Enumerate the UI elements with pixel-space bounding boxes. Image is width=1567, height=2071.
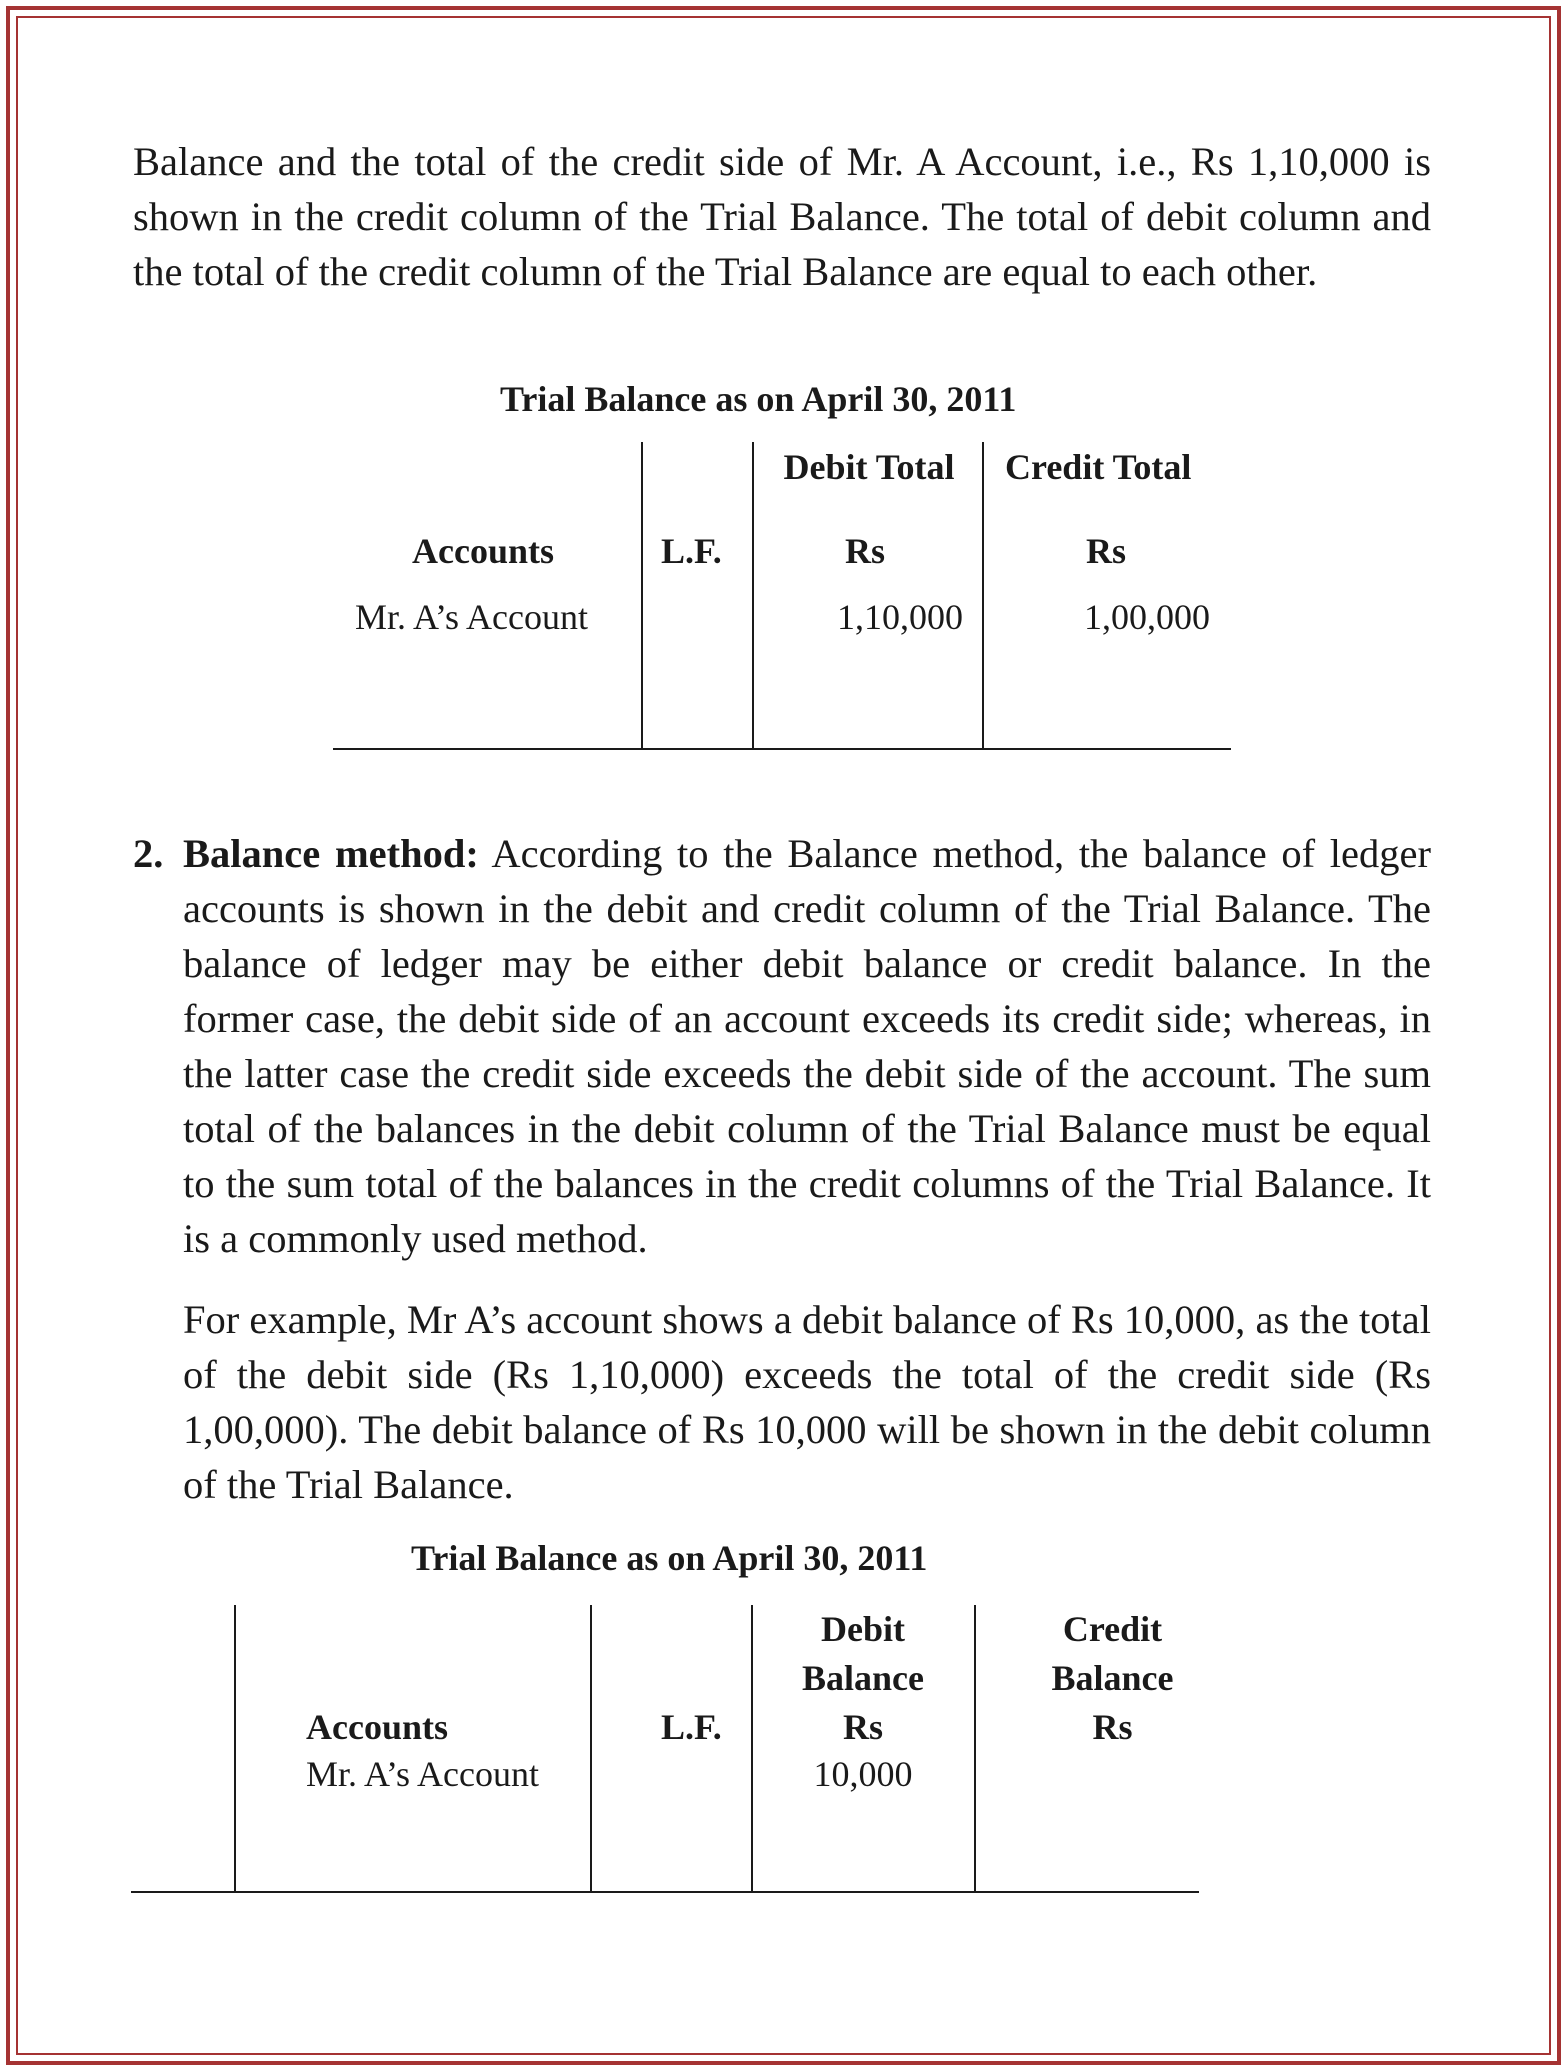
table2-header-debit-line2: Balance bbox=[802, 1658, 924, 1698]
table1-caption: Trial Balance as on April 30, 2011 bbox=[500, 379, 1017, 419]
table2-header-credit-unit: Rs bbox=[1092, 1707, 1133, 1747]
table1-divider-accounts bbox=[641, 442, 643, 748]
table2-divider-debit bbox=[974, 1605, 976, 1891]
table2-bottom-rule bbox=[131, 1891, 1199, 1893]
table1-bottom-rule bbox=[333, 748, 1231, 750]
table2-header-lf: L.F. bbox=[661, 1707, 722, 1747]
table2-divider-accounts bbox=[590, 1605, 592, 1891]
table2-row-debit: 10,000 bbox=[813, 1754, 913, 1794]
section2-balance-method bbox=[133, 826, 1431, 1266]
table2-header-accounts: Accounts bbox=[306, 1707, 448, 1747]
table1-divider-lf bbox=[752, 442, 754, 748]
table2-divider-lf bbox=[751, 1605, 753, 1891]
section2-heading: Balance method: bbox=[183, 831, 479, 876]
table2-header-debit-line1: Debit bbox=[821, 1609, 905, 1649]
table1-header-credit-total: Credit Total bbox=[1005, 447, 1192, 487]
table1-row-account: Mr. A’s Account bbox=[355, 597, 589, 637]
table1-divider-debit bbox=[982, 442, 984, 748]
section2-number: 2. bbox=[133, 831, 164, 876]
table1-header-accounts: Accounts bbox=[412, 531, 554, 571]
table1-header-debit-unit: Rs bbox=[845, 531, 886, 571]
table2-header-credit-line2: Balance bbox=[1051, 1658, 1174, 1698]
paragraph-intro: Balance and the total of the credit side of Mr. A Account, i.e., Rs 1,10,000 is shown in the credit column of the Trial Balance. The total of debit column and the total of the credit column of the Trial Balance are equal to each other. bbox=[133, 139, 1431, 294]
table2-header-credit-line1: Credit bbox=[1062, 1609, 1163, 1649]
table1-header-lf: L.F. bbox=[661, 531, 722, 571]
table2-caption: Trial Balance as on April 30, 2011 bbox=[411, 1538, 928, 1578]
table2-header-debit-unit: Rs bbox=[842, 1707, 883, 1747]
table2-row-account: Mr. A’s Account bbox=[306, 1754, 540, 1794]
table1-row-credit: 1,00,000 bbox=[1084, 597, 1210, 637]
table1-header-debit-total: Debit Total bbox=[783, 447, 955, 487]
table1-row-debit: 1,10,000 bbox=[837, 597, 963, 637]
section2-body bbox=[183, 826, 1431, 1266]
section2-text: According to the Balance method, the balance of ledger accounts is shown in the debit and credit column of the Trial Balance. The balance of ledger may be either debit balance or credit balance. In the former case, the debit side of an account exceeds its credit side; whereas, in the latter case the credit side exceeds the debit side of the account. The sum total of the balances in the debit column of the Trial Balance must be equal to the sum total of the balances in the credit columns of the Trial Balance. It is a commonly used method. bbox=[183, 831, 1431, 1261]
table2-left-rule bbox=[234, 1605, 236, 1891]
table1-header-credit-unit: Rs bbox=[1086, 531, 1127, 571]
section2-example: For example, Mr A’s account shows a debit balance of Rs 10,000, as the total of the debit side (Rs 1,10,000) exceeds the total of the credit side (Rs 1,00,000). The debit balance of Rs 10,000 will be shown in the debit column of the Trial Balance. bbox=[183, 1297, 1431, 1507]
